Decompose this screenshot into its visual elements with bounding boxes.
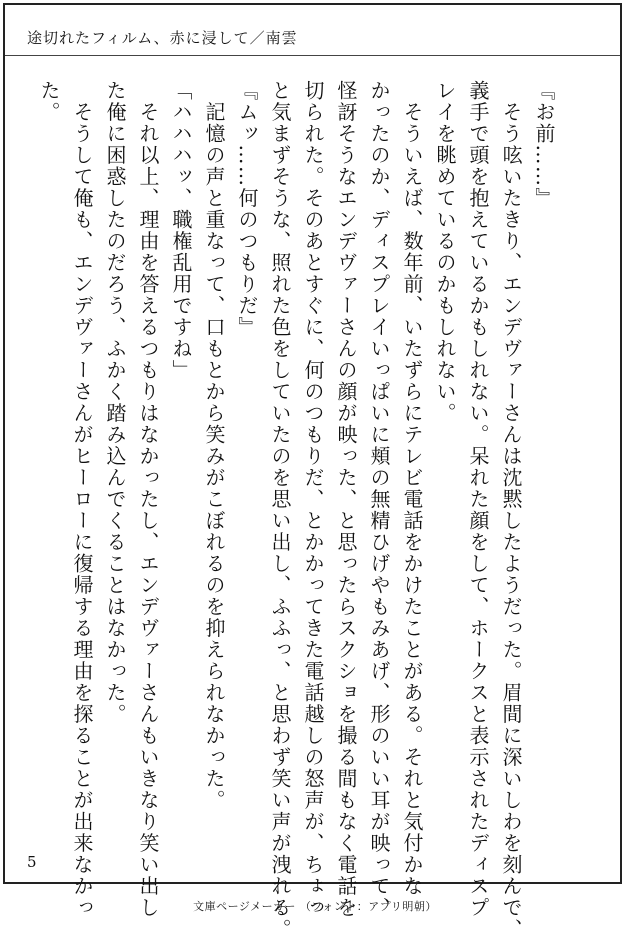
text-line: 怪訝そうなエンデヴァーさんの顔が映った、と思ったらスクショを撮る間もなく電話を: [334, 80, 358, 919]
text-line: 切られた。そのあとすぐに、何のつもりだ、とかかってきた電話越しの怒声が、ちょっ: [301, 80, 325, 919]
text-line: た俺に困惑したのだろう、ふかく踏み込んでくることはなかった。: [103, 80, 127, 725]
text-line: 記憶の声と重なって、口もとから笑みがこぼれるのを抑えられなかった。: [202, 80, 226, 811]
text-line: そうして俺も、エンデヴァーさんがヒーローに復帰する理由を探ることが出来なかっ: [70, 80, 94, 919]
text-line: そういえば、数年前、いたずらにテレビ電話をかけたことがある。それと気付かな: [400, 80, 424, 897]
text-line: と気まずそうな、照れた色をしていたのを思い出し、ふふっ、と思わず笑い声が洩れる。: [268, 80, 292, 940]
text-line: た。: [37, 80, 61, 123]
header-divider: [5, 55, 620, 56]
page-header-title: 途切れたフィルム、赤に浸して／南雲: [27, 29, 298, 47]
footer-credit: 文庫ページメーカー （フォント：アプリ明朝）: [193, 900, 437, 913]
text-line: レイを眺めているのかもしれない。: [433, 80, 457, 424]
text-line: 「ハハハッ、職権乱用ですね」: [169, 80, 193, 381]
text-line: そう呟いたきり、エンデヴァーさんは沈黙したようだった。眉間に深いしわを刻んで、: [499, 80, 523, 940]
page-number: 5: [27, 853, 37, 871]
text-line: 『お前……』: [532, 80, 556, 209]
text-line: それ以上、理由を答えるつもりはなかったし、エンデヴァーさんもいきなり笑い出し: [136, 80, 160, 919]
text-line: 『ムッ……何のつもりだ』: [235, 80, 259, 338]
text-line: 義手で頭を抱えているかもしれない。呆れた顔をして、ホークスと表示されたディスプ: [466, 80, 490, 919]
text-line: かったのか、ディスプレイいっぱいに頬の無精ひげやもみあげ、形のいい耳が映って、: [367, 80, 391, 919]
